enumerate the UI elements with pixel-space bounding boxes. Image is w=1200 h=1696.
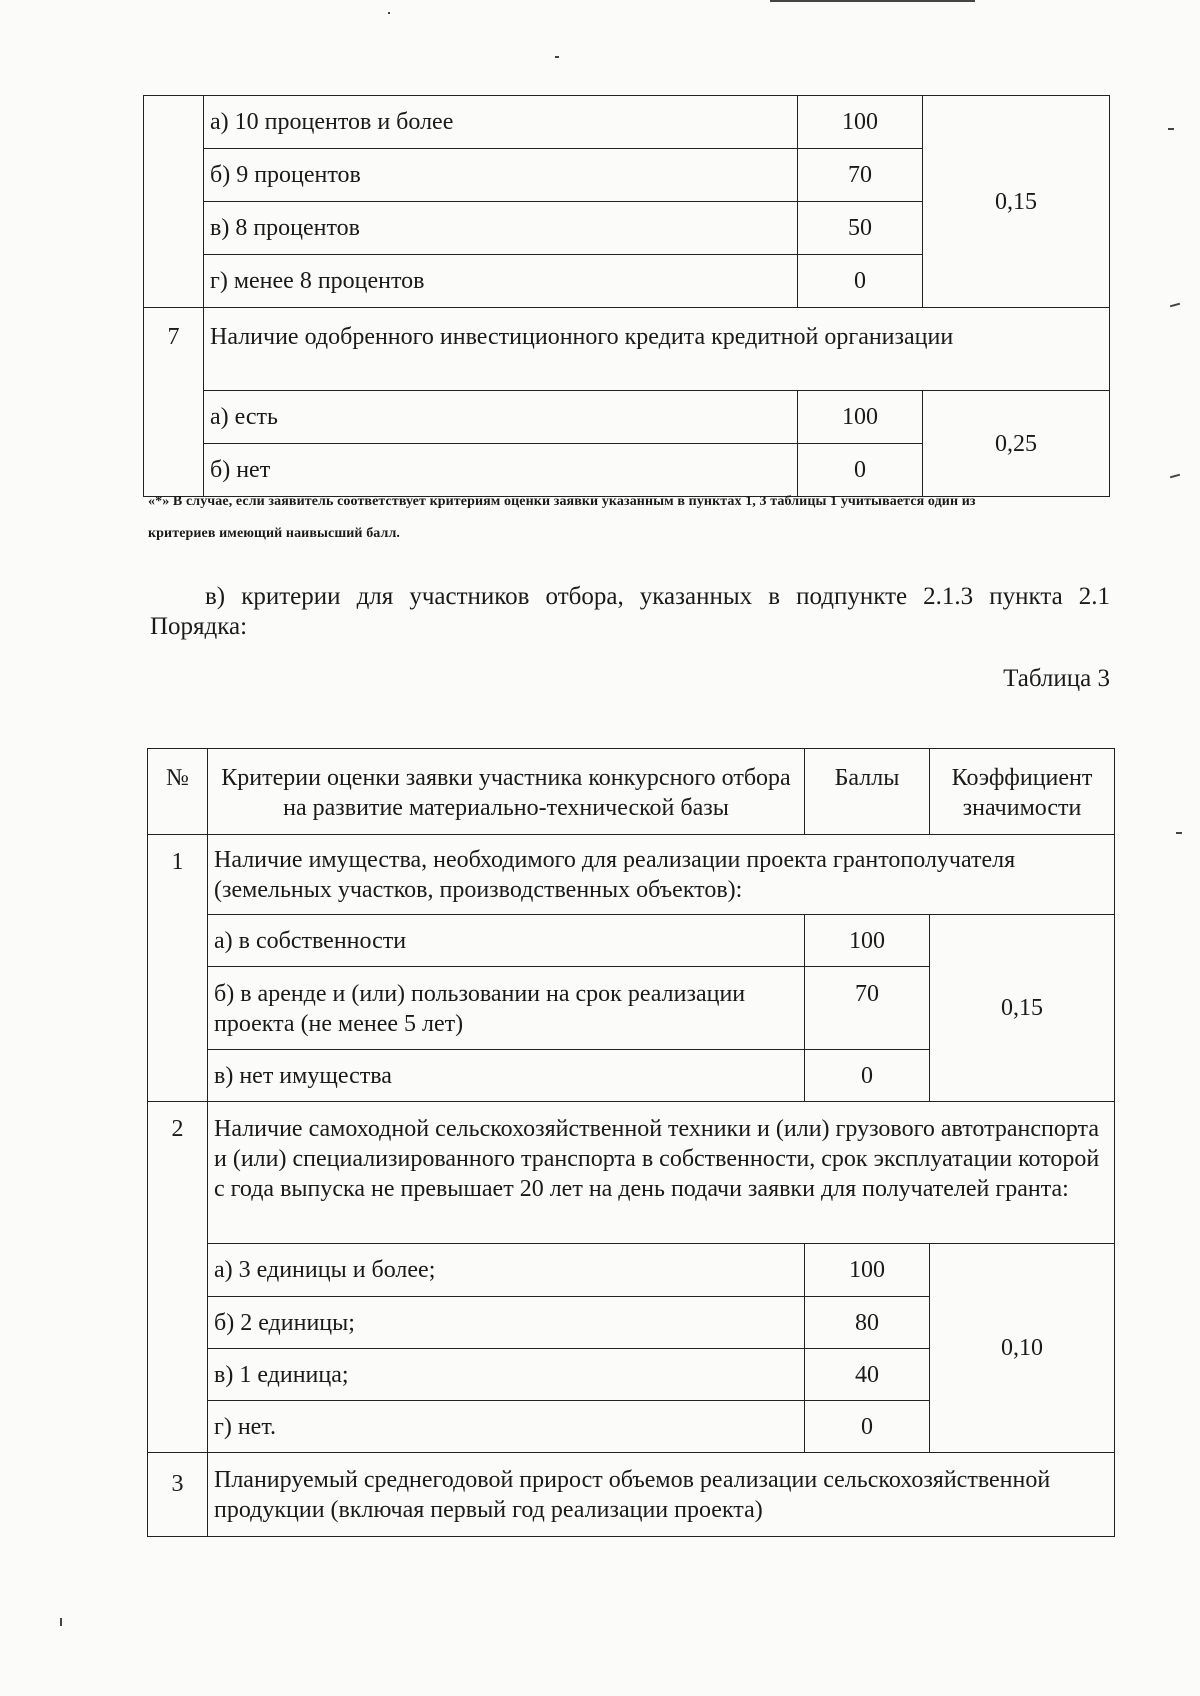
scan-speck <box>555 56 559 58</box>
paragraph-line-2: Порядка: <box>150 613 248 640</box>
option-label: в) 1 единица; <box>208 1349 805 1401</box>
row-number: 2 <box>148 1102 208 1453</box>
header-coefficient: Коэффициент значимости <box>930 749 1115 835</box>
option-score: 80 <box>805 1297 930 1349</box>
header-score: Баллы <box>805 749 930 835</box>
scan-speck <box>1168 128 1174 130</box>
option-score: 0 <box>805 1050 930 1102</box>
option-label: а) есть <box>204 391 798 444</box>
option-score: 0 <box>798 255 923 308</box>
header-criteria: Критерии оценки заявки участника конкурсного отбора на развитие материально-технической базы <box>208 749 805 835</box>
option-score: 50 <box>798 202 923 255</box>
option-score: 0 <box>805 1401 930 1453</box>
header-number: № <box>148 749 208 835</box>
footnote-line-1: «*» В случае, если заявитель соответствует критериям оценки заявки указанным в пунктах 1, 3 таблицы 1 учитывается один из <box>148 494 976 509</box>
option-label: б) 9 процентов <box>204 149 798 202</box>
option-label: в) нет имущества <box>208 1050 805 1102</box>
option-label: г) менее 8 процентов <box>204 255 798 308</box>
scan-speck <box>1170 303 1180 308</box>
option-label: а) 10 процентов и более <box>204 96 798 149</box>
option-label: б) в аренде и (или) пользовании на срок реализации проекта (не менее 5 лет) <box>208 967 805 1050</box>
criterion-text: Планируемый среднегодовой прирост объемов реализации сельскохозяйственной продукции (включая первый год реализации проекта) <box>208 1453 1115 1537</box>
option-label: а) 3 единицы и более; <box>208 1244 805 1297</box>
criterion-text: Наличие имущества, необходимого для реализации проекта грантополучателя (земельных участков, производственных объектов): <box>208 835 1115 915</box>
scan-speck <box>60 1618 62 1626</box>
option-score: 70 <box>798 149 923 202</box>
scan-speck <box>1170 474 1180 479</box>
scan-edge-mark <box>770 0 975 2</box>
option-score: 0 <box>798 444 923 497</box>
scan-speck <box>388 12 390 14</box>
criteria-table-3 <box>147 748 1115 1537</box>
option-label: а) в собственности <box>208 915 805 967</box>
option-score: 100 <box>798 96 923 149</box>
row-number: 7 <box>144 308 204 497</box>
option-label: б) нет <box>204 444 798 497</box>
coefficient-value: 0,25 <box>923 391 1110 497</box>
table-caption: Таблица 3 <box>1003 665 1110 692</box>
row-number: 3 <box>148 1453 208 1537</box>
option-score: 100 <box>798 391 923 444</box>
option-score: 40 <box>805 1349 930 1401</box>
paragraph-line-1: в) критерии для участников отбора, указанных в подпункте 2.1.3 пункта 2.1 <box>205 583 1110 610</box>
option-label: г) нет. <box>208 1401 805 1453</box>
coefficient-value: 0,15 <box>930 915 1115 1102</box>
scan-speck <box>1176 832 1182 834</box>
option-score: 100 <box>805 915 930 967</box>
criterion-text: Наличие одобренного инвестиционного кредита кредитной организации <box>204 308 1110 391</box>
coefficient-value: 0,15 <box>923 96 1110 308</box>
footnote-line-2: критериев имеющий наивысший балл. <box>148 526 401 541</box>
coefficient-value: 0,10 <box>930 1244 1115 1453</box>
option-score: 100 <box>805 1244 930 1297</box>
criteria-table-continued <box>143 95 1110 497</box>
table-cell-empty <box>144 96 204 308</box>
option-label: б) 2 единицы; <box>208 1297 805 1349</box>
option-label: в) 8 процентов <box>204 202 798 255</box>
row-number: 1 <box>148 835 208 1102</box>
criterion-text: Наличие самоходной сельскохозяйственной техники и (или) грузового автотранспорта и (или) специализированного транспорта в собственности, срок эксплуатации которой с года выпуска не превышает 20 лет на день подачи заявки для получателей гранта: <box>208 1102 1115 1244</box>
option-score: 70 <box>805 967 930 1050</box>
